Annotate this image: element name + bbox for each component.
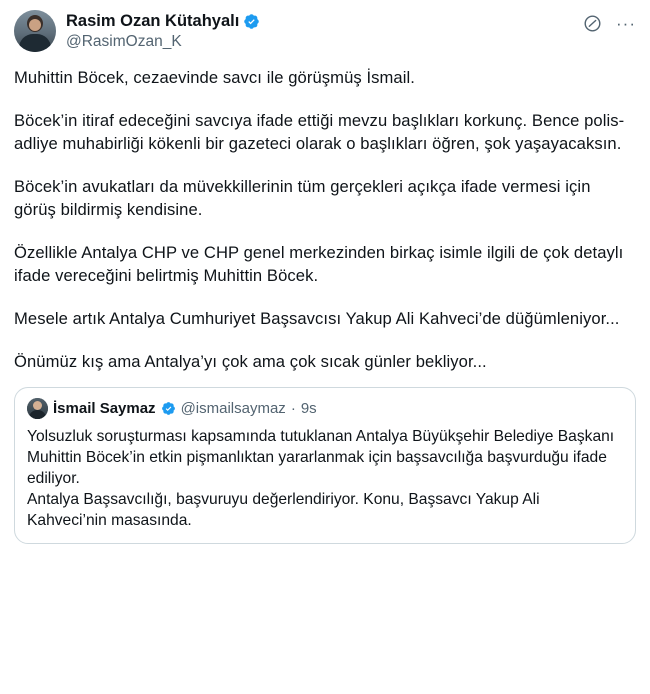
verified-badge-icon bbox=[243, 13, 260, 30]
tweet-paragraph: Böcek’in avukatları da müvekkillerinin tüm gerçekleri açıkça ifade vermesi için görüş bildirmiş kendisine. bbox=[14, 177, 591, 219]
tweet-paragraph: Özellikle Antalya CHP ve CHP genel merkezinden birkaç isimle ilgili de çok detaylı ifade vereceğini belirtmiş Muhittin Böcek. bbox=[14, 243, 624, 285]
avatar-face bbox=[29, 19, 41, 31]
more-options-icon[interactable]: ··· bbox=[616, 13, 636, 33]
tweet-paragraph: Muhittin Böcek, cezaevinde savcı ile görüşmüş İsmail. bbox=[14, 68, 415, 87]
quoted-tweet-header bbox=[27, 398, 623, 419]
quoted-avatar-body bbox=[29, 410, 46, 419]
author-handle[interactable]: @RasimOzan_K bbox=[66, 33, 182, 50]
quoted-separator: · bbox=[290, 400, 296, 417]
author-name-row bbox=[66, 11, 573, 31]
quoted-avatar-face bbox=[33, 401, 42, 410]
quoted-tweet-text bbox=[27, 426, 623, 531]
quoted-tweet[interactable] bbox=[14, 387, 636, 544]
quoted-paragraph: Yolsuzluk soruşturması kapsamında tutuklanan Antalya Büyükşehir Belediye Başkanı Muhittin Böcek’in etkin pişmanlıktan yararlanmak için başsavcılığa başvurduğu ifade ediliyor. bbox=[27, 428, 615, 487]
tweet-paragraph: Önümüz kış ama Antalya’yı çok ama çok sıcak günler bekliyor... bbox=[14, 352, 487, 371]
quoted-avatar[interactable] bbox=[27, 398, 48, 419]
quoted-paragraph: Antalya Başsavcılığı, başvuruyu değerlendiriyor. Konu, Başsavcı Yakup Ali Kahveci’nin masasında. bbox=[27, 491, 540, 529]
quoted-author-display-name: İsmail Saymaz bbox=[53, 400, 156, 417]
quoted-timestamp: 9s bbox=[300, 400, 317, 417]
tweet-header bbox=[14, 10, 636, 52]
quoted-author-handle: @ismailsaymaz bbox=[180, 400, 286, 417]
author-info bbox=[66, 10, 573, 52]
avatar[interactable] bbox=[14, 10, 56, 52]
avatar-body bbox=[19, 34, 51, 52]
tweet-paragraph: Böcek’in itiraf edeceğini savcıya ifade ettiği mevzu başlıkları korkunç. Bence polis-adliye muhabirliği kökenli bir gazeteci olarak o başlıkları öğren, şok yaşayacaksın. bbox=[14, 111, 625, 153]
tweet-header-actions bbox=[583, 10, 636, 33]
quoted-verified-badge-icon bbox=[161, 401, 176, 416]
author-display-name[interactable]: Rasim Ozan Kütahyalı bbox=[66, 12, 240, 30]
tweet-text bbox=[14, 66, 636, 373]
grok-actions-icon[interactable] bbox=[583, 14, 602, 33]
tweet-paragraph: Mesele artık Antalya Cumhuriyet Başsavcısı Yakup Ali Kahveci’de düğümleniyor... bbox=[14, 309, 620, 328]
